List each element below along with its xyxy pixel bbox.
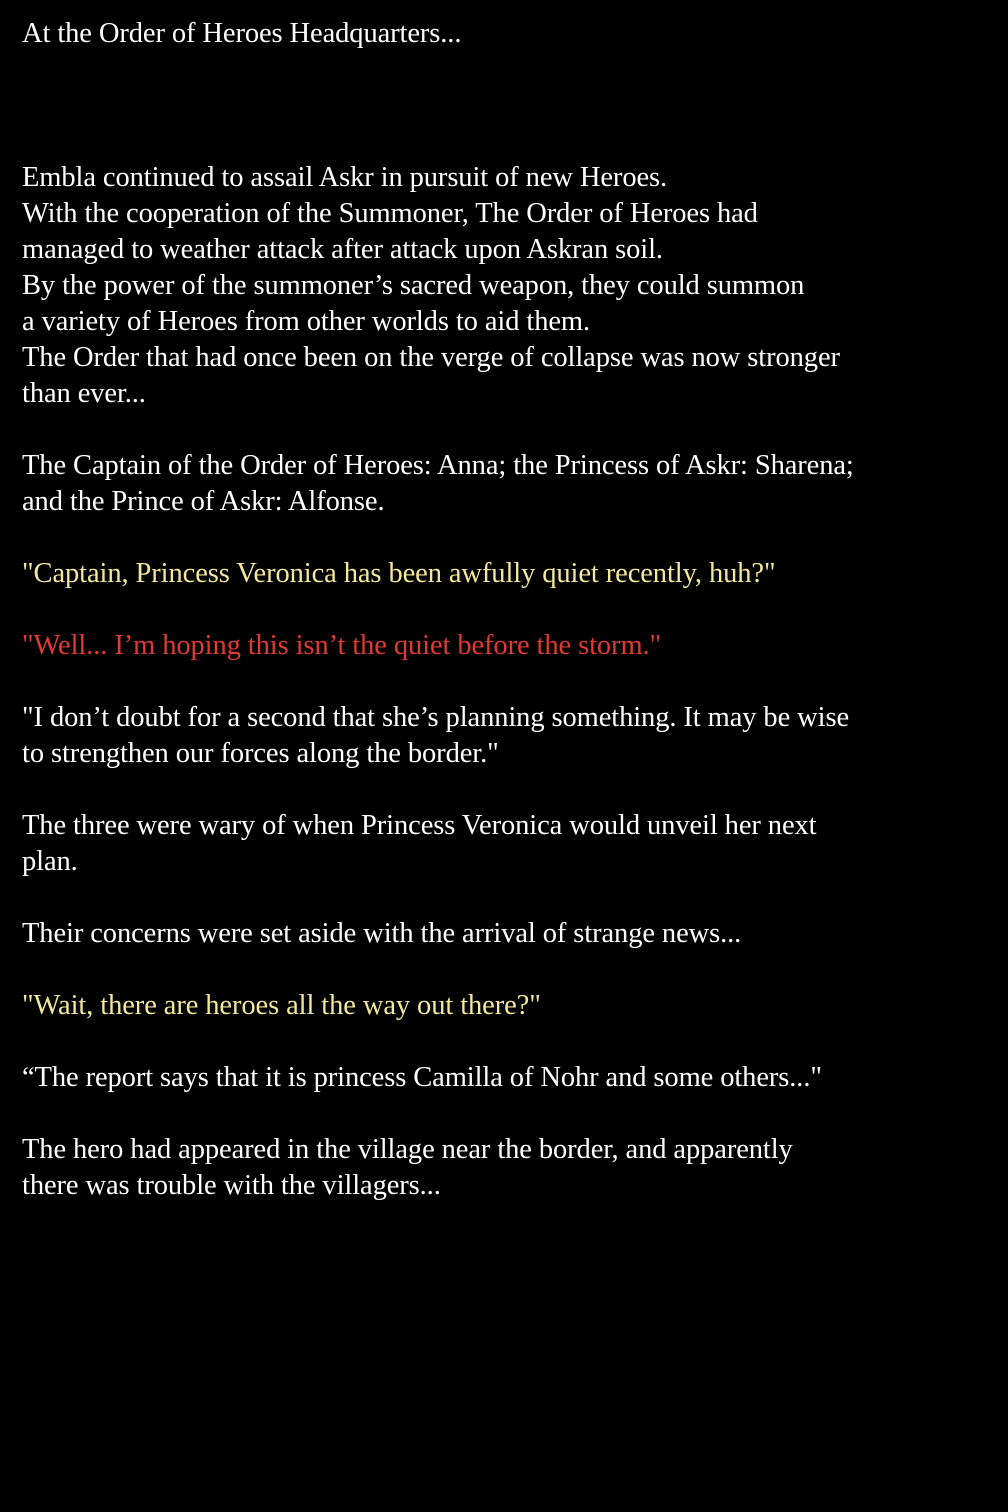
narration-line: With the cooperation of the Summoner, The Order of Heroes had: [22, 198, 758, 229]
narration-line: than ever...: [22, 378, 146, 409]
sharena-dialogue: "Captain, Princess Veronica has been awfully quiet recently, huh?": [22, 558, 776, 589]
narration-line: The Order that had once been on the verge of collapse was now stronger: [22, 342, 840, 373]
anna-dialogue: "Well... I’m hoping this isn’t the quiet before the storm.": [22, 630, 662, 661]
narration-line: Embla continued to assail Askr in pursuit of new Heroes.: [22, 162, 668, 193]
narration-line: The three were wary of when Princess Veronica would unveil her next: [22, 810, 817, 841]
alfonse-dialogue: to strengthen our forces along the border.": [22, 738, 499, 769]
narration-line: managed to weather attack after attack upon Askran soil.: [22, 234, 663, 265]
narration-line: The Captain of the Order of Heroes: Anna; the Princess of Askr: Sharena;: [22, 450, 854, 481]
alfonse-dialogue: "I don’t doubt for a second that she’s planning something. It may be wise: [22, 702, 849, 733]
scene-heading: At the Order of Heroes Headquarters...: [22, 18, 462, 49]
narration-line: plan.: [22, 846, 78, 877]
narration-line: By the power of the summoner’s sacred weapon, they could summon: [22, 270, 805, 301]
narration-line: there was trouble with the villagers...: [22, 1170, 441, 1201]
narration-line: and the Prince of Askr: Alfonse.: [22, 486, 385, 517]
report-dialogue: “The report says that it is princess Camilla of Nohr and some others...": [22, 1062, 822, 1093]
narration-line: The hero had appeared in the village near the border, and apparently: [22, 1134, 793, 1165]
sharena-dialogue: "Wait, there are heroes all the way out there?": [22, 990, 541, 1021]
narration-line: a variety of Heroes from other worlds to aid them.: [22, 306, 590, 337]
narration-line: Their concerns were set aside with the arrival of strange news...: [22, 918, 742, 949]
